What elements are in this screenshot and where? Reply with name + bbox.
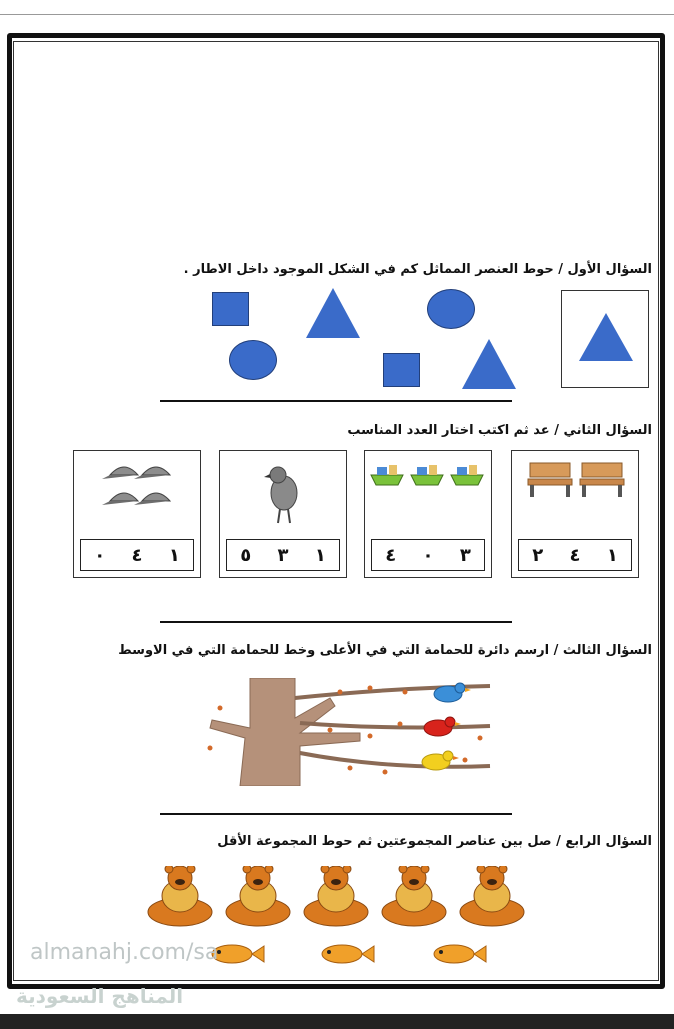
- square-shape[interactable]: [212, 292, 249, 326]
- watermark-brand: المناهج السعودية: [16, 984, 184, 1008]
- bird-picture: [220, 453, 346, 533]
- bottom-bar: [0, 1014, 674, 1029]
- top-rule: [0, 14, 674, 15]
- bear-icon[interactable]: [460, 866, 524, 926]
- number-option[interactable]: ٠: [94, 544, 106, 566]
- boat-icon: [411, 465, 443, 485]
- bench-icon: [528, 463, 572, 497]
- counting-card-bird: [219, 450, 347, 578]
- tree-with-birds: [200, 678, 500, 786]
- number-option[interactable]: ١: [314, 544, 326, 566]
- boat-icon: [371, 465, 403, 485]
- reference-frame: [561, 290, 649, 388]
- number-option[interactable]: ٣: [277, 544, 289, 566]
- question-4-text: السؤال الرابع / صل بين عناصر المجموعتين ثم حوط المجموعة الأقل: [217, 834, 652, 849]
- triangle-shape[interactable]: [462, 339, 516, 389]
- separator-line: [160, 813, 512, 815]
- boat-icon: [451, 465, 483, 485]
- cap-icon: [102, 467, 138, 479]
- circle-shape[interactable]: [229, 340, 277, 380]
- number-option[interactable]: ٠: [422, 544, 434, 566]
- question-1-text: السؤال الأول / حوط العنصر المماثل كم في الشكل الموجود داخل الاطار .: [183, 262, 652, 277]
- boats-picture: [365, 453, 491, 533]
- number-option[interactable]: ٤: [569, 544, 581, 566]
- number-option[interactable]: ١: [168, 544, 180, 566]
- fish-icon[interactable]: [212, 945, 264, 963]
- number-choices: [371, 539, 485, 571]
- number-option[interactable]: ٢: [532, 544, 544, 566]
- number-choices: [80, 539, 194, 571]
- bench-icon: [580, 463, 624, 497]
- counting-card-benches: [511, 450, 639, 578]
- question-2-text: السؤال الثاني / عد ثم اكتب اختار العدد المناسب: [347, 423, 652, 438]
- number-choices: [518, 539, 632, 571]
- separator-line: [160, 621, 512, 623]
- bear-icon[interactable]: [382, 866, 446, 926]
- watermark-url: almanahj.com/sa: [30, 940, 219, 965]
- fish-icon[interactable]: [434, 945, 486, 963]
- cap-icon: [134, 493, 170, 505]
- number-choices: [226, 539, 340, 571]
- number-option[interactable]: ١: [606, 544, 618, 566]
- bear-icon[interactable]: [148, 866, 212, 926]
- number-option[interactable]: ٤: [131, 544, 143, 566]
- bear-icon[interactable]: [304, 866, 368, 926]
- counting-card-boats: [364, 450, 492, 578]
- counting-card-caps: [73, 450, 201, 578]
- triangle-shape[interactable]: [306, 288, 360, 338]
- caps-picture: [74, 453, 200, 533]
- fish-icon[interactable]: [322, 945, 374, 963]
- benches-picture: [512, 453, 638, 533]
- cap-icon: [102, 493, 138, 505]
- square-shape[interactable]: [383, 353, 420, 387]
- circle-shape[interactable]: [427, 289, 475, 329]
- reference-triangle: [579, 313, 633, 361]
- number-option[interactable]: ٣: [459, 544, 471, 566]
- number-option[interactable]: ٥: [240, 544, 252, 566]
- bird-icon: [264, 467, 297, 523]
- bear-icon[interactable]: [226, 866, 290, 926]
- separator-line: [160, 400, 512, 402]
- branch-middle: [300, 723, 490, 727]
- branch-bottom: [300, 753, 490, 767]
- number-option[interactable]: ٤: [385, 544, 397, 566]
- question-3-text: السؤال الثالث / ارسم دائرة للحمامة التي في الأعلى وخط للحمامة التي في الاوسط: [118, 643, 652, 658]
- cap-icon: [134, 467, 170, 479]
